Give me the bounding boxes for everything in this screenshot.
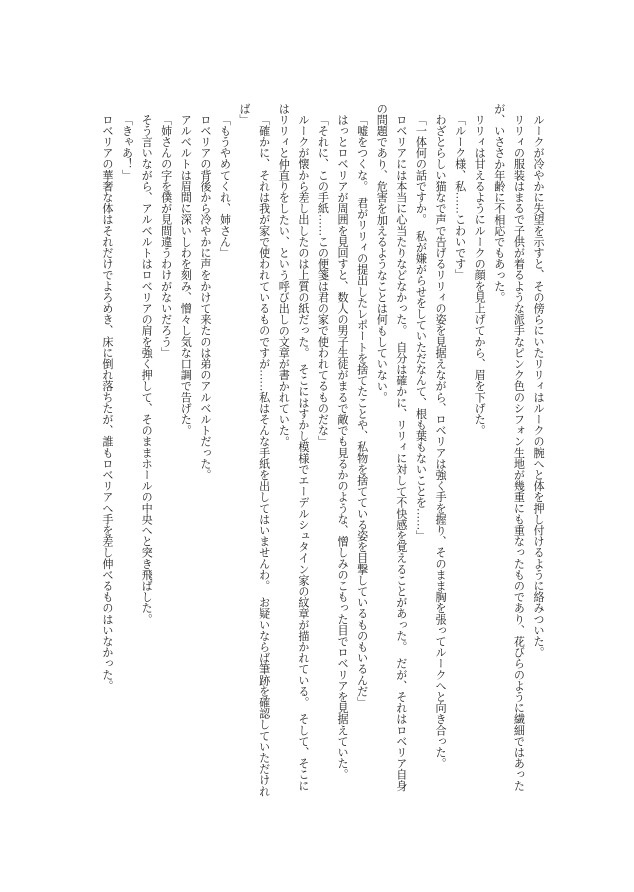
paragraph-08: 「嘘をつくな。 君がリリィの提出したレポートを捨てたことや、私物を捨てている姿を目撃しているものもいるんだ」	[355, 114, 368, 708]
paragraph-18: 「きゃあ！」	[120, 114, 133, 181]
paragraph-15: アルベルトは眉間に深いしわを刻み、憎々し気な口調で告げた。	[179, 114, 192, 436]
paragraph-05: わざとらしい猫なで声で告げるリリィの姿を見据えながら、ロベリアは強く手を握り、そのまま胸を張ってルークへと向き合った。	[434, 114, 447, 769]
vertical-text-block	[96, 103, 547, 797]
paragraph-02: リリィの服装はまるで子供が着るような派手なピンク色のシフォン生地が幾重にも重なったものであり、花びらのように繊細ではあったが、いささか年齢に不相応でもあった。	[492, 103, 525, 792]
paragraph-17: そう言いながら、アルベルトはロベリアの肩を強く押して、そのままホールの中央へと突き飛ばした。	[140, 114, 153, 625]
paragraph-04: 「ルーク様、私……こわいです」	[453, 114, 466, 281]
paragraph-11: ルークが懐から差し出したのは上質の紙だった。 そこにはすかし模様でエーデルシュタイン家の紋章が描かれている。 そして、そこにはリリィと仲直りをしたい、という呼び出しの文章が書かれていた。	[277, 103, 309, 792]
paragraph-16: 「姉さんの字を僕が見間違うわけがないだろう」	[159, 114, 172, 359]
paragraph-14: ロベリアの背後から冷やかに声をかけて来たのは弟のアルベルトだった。	[198, 114, 211, 481]
paragraph-07: ロベリアには本当に心当たりなどなかった。 自分は確かに、リリィに対して不快感を覚えることがあった。 だが、それはロベリア自身の問題であり、危害を加えるようなことは何もしていない。	[375, 103, 407, 792]
paragraph-19: ロベリアの華奢な体はそれだけでよろめき、床に倒れ落ちたが、誰もロベリアへ手を差し伸べるものはいなかった。	[100, 114, 113, 692]
paragraph-10: 「それに、この手紙……この便箋は君の家で使われてるものだな」	[316, 114, 329, 448]
paragraph-13: 「もうやめてくれ、姉さん」	[218, 114, 231, 259]
paragraph-03: リリィは甘えるようにルークの顔を見上げてから、眉を下げた。	[473, 114, 486, 436]
paragraph-12: 「確かに、それは我が家で使われているものですが……私はそんな手紙を出してはいませんわ。 お疑いならば筆跡を確認していただければ」	[238, 103, 270, 797]
paragraph-09: はっとロベリアが周囲を見回すと、数人の男子生徒がまるで敵でも見るかのような、憎しみのこもった目でロベリアを見据えていた。	[336, 114, 349, 781]
paragraph-06: 「一体何の話ですか。 私が嫌がらせをしていただなんて、根も葉もないことを……」	[414, 114, 427, 542]
paragraph-01: ルークが冷やかに失望を示すと、その傍らにいたリリィはルークの腕へと体を押し付けるように絡みついた。	[532, 114, 544, 658]
